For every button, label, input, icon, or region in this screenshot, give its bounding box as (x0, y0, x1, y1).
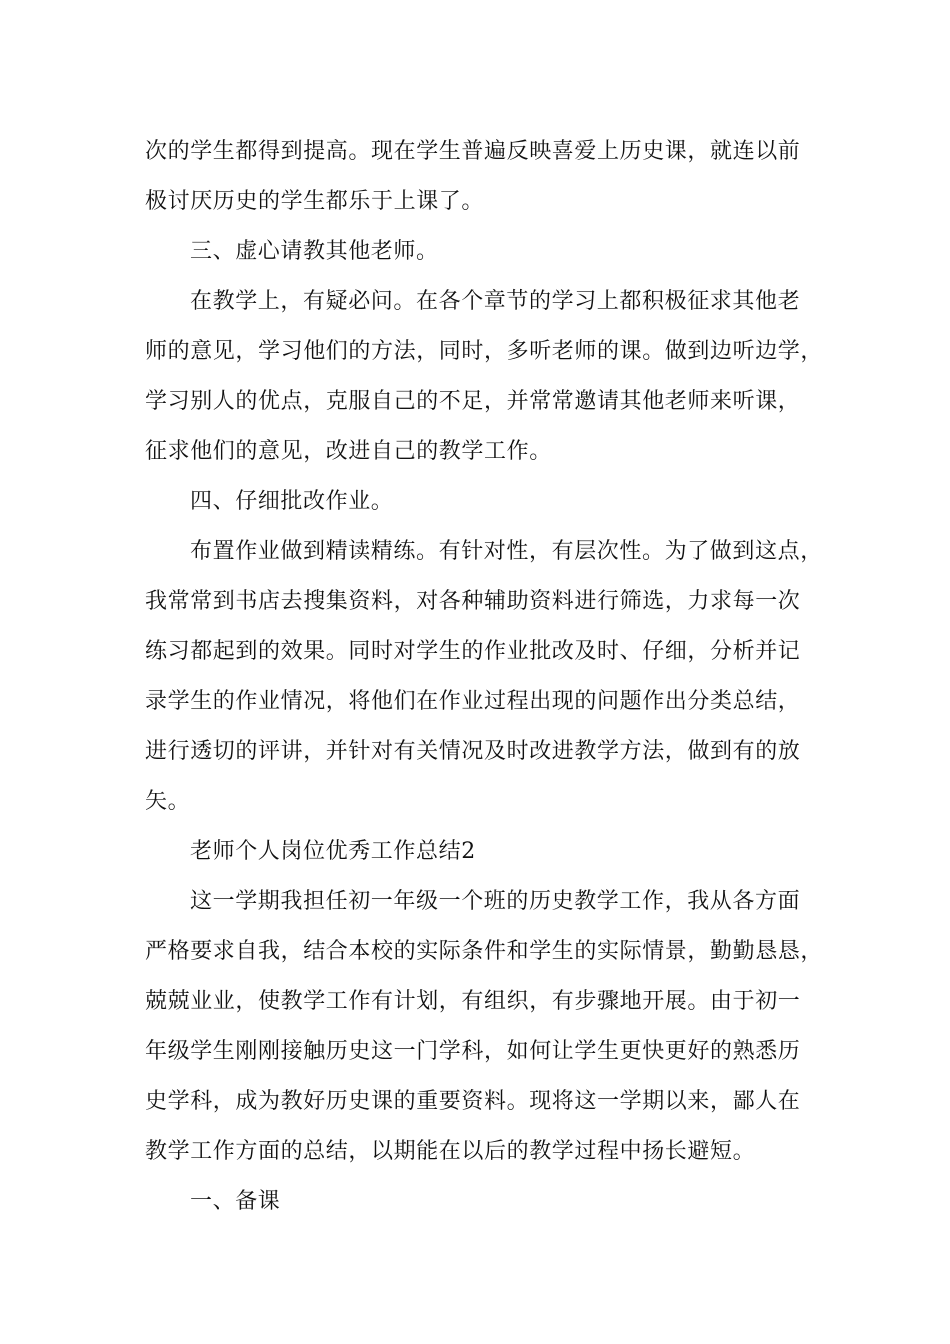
text-line: 年级学生刚刚接触历史这一门学科，如何让学生更快更好的熟悉历 (145, 1039, 801, 1064)
text-line: 练习都起到的效果。同时对学生的作业批改及时、仔细，分析并记 (145, 639, 801, 664)
text-line: 史学科，成为教好历史课的重要资料。现将这一学期以来，鄙人在 (145, 1089, 801, 1114)
text-line: 进行透切的评讲，并针对有关情况及时改进教学方法，做到有的放 (145, 739, 801, 764)
text-line: 布置作业做到精读精练。有针对性，有层次性。为了做到这点， (190, 539, 823, 564)
text-line: 兢兢业业，使教学工作有计划，有组织，有步骤地开展。由于初一 (145, 989, 801, 1014)
text-line: 录学生的作业情况，将他们在作业过程出现的问题作出分类总结， (145, 689, 801, 714)
section-heading: 三、虚心请教其他老师。 (190, 239, 439, 264)
text-line: 学习别人的优点，克服自己的不足，并常常邀请其他老师来听课， (145, 389, 801, 414)
text-line: 极讨厌历史的学生都乐于上课了。 (145, 189, 485, 214)
text-line: 矢。 (145, 789, 191, 814)
section-heading: 一、备课 (190, 1189, 281, 1214)
document-title: 老师个人岗位优秀工作总结2 (190, 839, 476, 864)
text-line: 次的学生都得到提高。现在学生普遍反映喜爱上历史课，就连以前 (145, 139, 801, 164)
text-line: 在教学上，有疑必问。在各个章节的学习上都积极征求其他老 (190, 289, 801, 314)
text-line: 这一学期我担任初一年级一个班的历史教学工作，我从各方面 (190, 889, 801, 914)
text-line: 我常常到书店去搜集资料，对各种辅助资料进行筛选，力求每一次 (145, 589, 801, 614)
text-line: 严格要求自我，结合本校的实际条件和学生的实际情景，勤勤恳恳， (145, 939, 824, 964)
text-line: 征求他们的意见，改进自己的教学工作。 (145, 439, 552, 464)
text-line: 教学工作方面的总结，以期能在以后的教学过程中扬长避短。 (145, 1139, 756, 1164)
section-heading: 四、仔细批改作业。 (190, 489, 394, 514)
text-line: 师的意见，学习他们的方法，同时，多听老师的课。做到边听边学， (145, 339, 824, 364)
